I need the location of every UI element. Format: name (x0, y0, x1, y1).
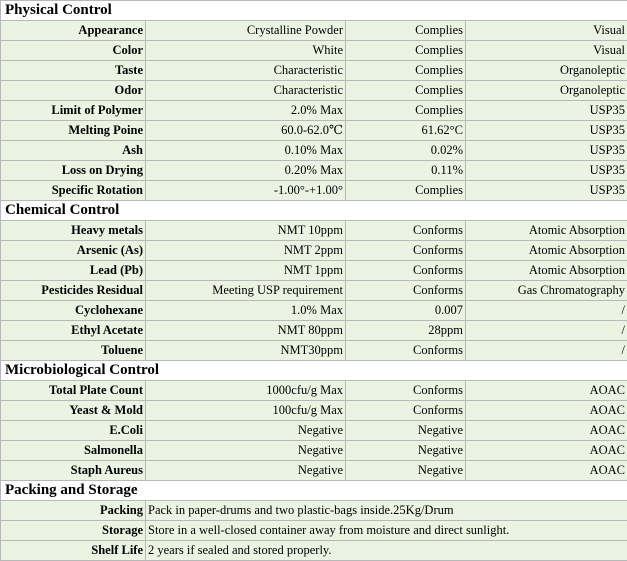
packing-storage-header-row (1, 481, 627, 501)
row-label: Ash (1, 141, 146, 161)
method-cell: / (466, 301, 627, 321)
row-label: Loss on Drying (1, 161, 146, 181)
result-cell: Negative (346, 461, 466, 481)
physical-control-header-row (1, 1, 627, 21)
result-cell: Conforms (346, 341, 466, 361)
spec-cell: NMT 2ppm (146, 241, 346, 261)
method-cell: / (466, 321, 627, 341)
result-cell: Complies (346, 41, 466, 61)
method-cell: USP35 (466, 101, 627, 121)
packing-storage-title: Packing and Storage (1, 481, 627, 501)
spec-cell: Meeting USP requirement (146, 281, 346, 301)
result-cell: Conforms (346, 241, 466, 261)
method-cell: Visual (466, 21, 627, 41)
result-cell: Conforms (346, 281, 466, 301)
spec-cell: NMT30ppm (146, 341, 346, 361)
result-cell: 0.02% (346, 141, 466, 161)
row-label: Staph Aureus (1, 461, 146, 481)
method-cell: Gas Chromatography (466, 281, 627, 301)
result-cell: Complies (346, 21, 466, 41)
microbiological-control-header-row (1, 361, 627, 381)
row-label: Appearance (1, 21, 146, 41)
method-cell: AOAC (466, 381, 627, 401)
method-cell: AOAC (466, 401, 627, 421)
table-row-loss-on-drying (1, 161, 627, 181)
table-row-pesticides-residual (1, 281, 627, 301)
result-cell: Negative (346, 441, 466, 461)
table-row-total-plate-count (1, 381, 627, 401)
chemical-control-header-row (1, 201, 627, 221)
method-cell: Atomic Absorption (466, 261, 627, 281)
row-label: Shelf Life (1, 541, 146, 561)
table-row-yeast-mold (1, 401, 627, 421)
method-cell: Atomic Absorption (466, 241, 627, 261)
row-label: Yeast & Mold (1, 401, 146, 421)
table-row-salmonella (1, 441, 627, 461)
method-cell: USP35 (466, 161, 627, 181)
result-cell: Conforms (346, 381, 466, 401)
spec-cell: 0.10% Max (146, 141, 346, 161)
result-cell: Complies (346, 61, 466, 81)
physical-control-title: Physical Control (1, 1, 627, 21)
specification-table-body (1, 1, 627, 561)
chemical-control-title: Chemical Control (1, 201, 627, 221)
row-label: Melting Poine (1, 121, 146, 141)
result-cell: Conforms (346, 401, 466, 421)
row-label: Heavy metals (1, 221, 146, 241)
description-cell: Pack in paper-drums and two plastic-bags inside.25Kg/Drum (146, 501, 627, 521)
row-label: Odor (1, 81, 146, 101)
row-label: Lead (Pb) (1, 261, 146, 281)
method-cell: AOAC (466, 441, 627, 461)
row-label: Toluene (1, 341, 146, 361)
table-row-limit-of-polymer (1, 101, 627, 121)
table-row-appearance (1, 21, 627, 41)
result-cell: 0.11% (346, 161, 466, 181)
method-cell: Visual (466, 41, 627, 61)
table-row-melting-poine (1, 121, 627, 141)
row-label: Salmonella (1, 441, 146, 461)
result-cell: 61.62°C (346, 121, 466, 141)
spec-cell: Negative (146, 421, 346, 441)
result-cell: 28ppm (346, 321, 466, 341)
microbiological-control-title: Microbiological Control (1, 361, 627, 381)
result-cell: Conforms (346, 261, 466, 281)
row-label: E.Coli (1, 421, 146, 441)
spec-cell: 100cfu/g Max (146, 401, 346, 421)
table-row-toluene (1, 341, 627, 361)
spec-cell: -1.00°-+1.00° (146, 181, 346, 201)
spec-cell: 1.0% Max (146, 301, 346, 321)
table-row-arsenic-as (1, 241, 627, 261)
method-cell: Organoleptic (466, 81, 627, 101)
row-label: Storage (1, 521, 146, 541)
table-row-lead-pb (1, 261, 627, 281)
table-row-color (1, 41, 627, 61)
spec-cell: Crystalline Powder (146, 21, 346, 41)
result-cell: 0.007 (346, 301, 466, 321)
table-row-ethyl-acetate (1, 321, 627, 341)
result-cell: Complies (346, 81, 466, 101)
table-row-packing (1, 501, 627, 521)
row-label: Cyclohexane (1, 301, 146, 321)
spec-cell: NMT 1ppm (146, 261, 346, 281)
spec-cell: 60.0-62.0℃ (146, 121, 346, 141)
table-row-specific-rotation (1, 181, 627, 201)
table-row-cyclohexane (1, 301, 627, 321)
table-row-e-coli (1, 421, 627, 441)
spec-cell: White (146, 41, 346, 61)
spec-cell: Characteristic (146, 81, 346, 101)
description-cell: 2 years if sealed and stored properly. (146, 541, 627, 561)
spec-cell: NMT 10ppm (146, 221, 346, 241)
spec-cell: Negative (146, 441, 346, 461)
row-label: Total Plate Count (1, 381, 146, 401)
row-label: Ethyl Acetate (1, 321, 146, 341)
row-label: Taste (1, 61, 146, 81)
spec-cell: NMT 80ppm (146, 321, 346, 341)
table-row-ash (1, 141, 627, 161)
result-cell: Conforms (346, 221, 466, 241)
table-row-staph-aureus (1, 461, 627, 481)
result-cell: Complies (346, 101, 466, 121)
row-label: Specific Rotation (1, 181, 146, 201)
table-row-odor (1, 81, 627, 101)
result-cell: Complies (346, 181, 466, 201)
spec-cell: Negative (146, 461, 346, 481)
row-label: Color (1, 41, 146, 61)
method-cell: USP35 (466, 181, 627, 201)
description-cell: Store in a well-closed container away from moisture and direct sunlight. (146, 521, 627, 541)
table-row-heavy-metals (1, 221, 627, 241)
method-cell: USP35 (466, 141, 627, 161)
method-cell: USP35 (466, 121, 627, 141)
method-cell: AOAC (466, 461, 627, 481)
spec-cell: 0.20% Max (146, 161, 346, 181)
method-cell: Organoleptic (466, 61, 627, 81)
row-label: Arsenic (As) (1, 241, 146, 261)
row-label: Packing (1, 501, 146, 521)
row-label: Limit of Polymer (1, 101, 146, 121)
spec-cell: Characteristic (146, 61, 346, 81)
spec-cell: 2.0% Max (146, 101, 346, 121)
method-cell: / (466, 341, 627, 361)
spec-cell: 1000cfu/g Max (146, 381, 346, 401)
table-row-storage (1, 521, 627, 541)
result-cell: Negative (346, 421, 466, 441)
row-label: Pesticides Residual (1, 281, 146, 301)
method-cell: Atomic Absorption (466, 221, 627, 241)
table-row-taste (1, 61, 627, 81)
method-cell: AOAC (466, 421, 627, 441)
table-row-shelf-life (1, 541, 627, 561)
